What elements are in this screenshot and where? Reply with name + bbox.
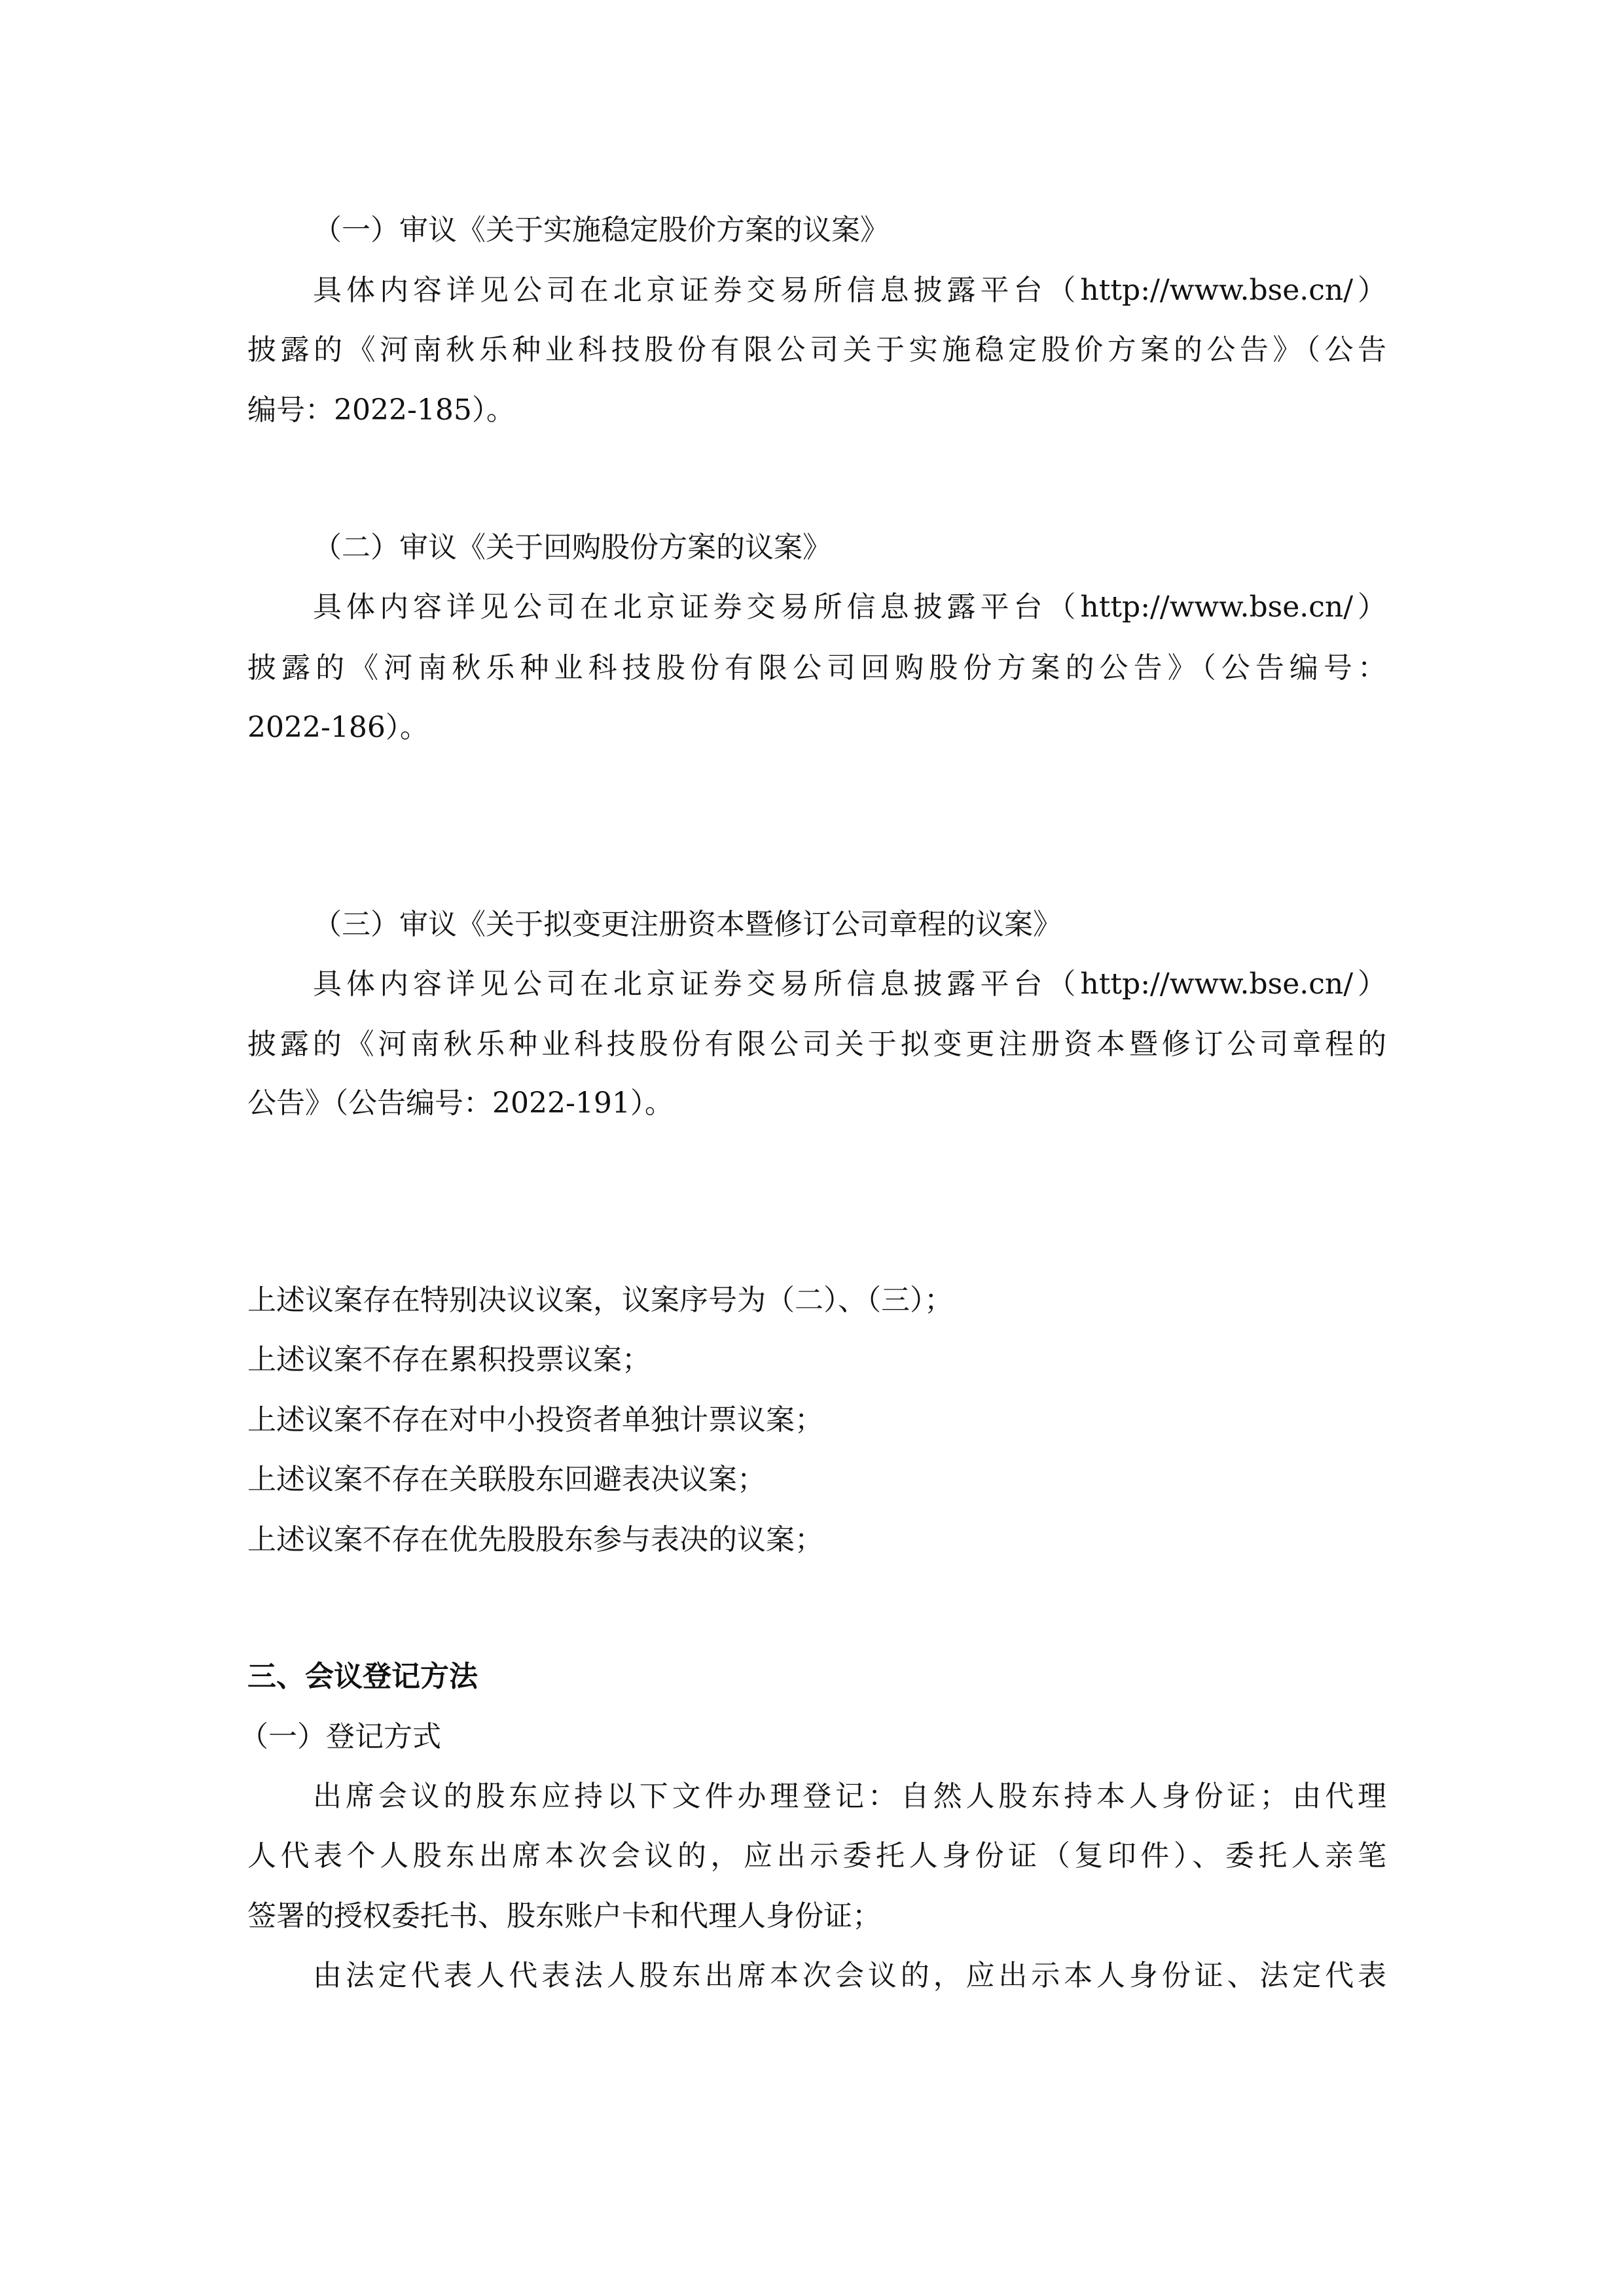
proposal-2-detail-line-3: 2022-186）。: [247, 711, 429, 744]
proposal-2-title: （二）审议《关于回购股份方案的议案》: [313, 531, 831, 564]
proposal-3-title: （三）审议《关于拟变更注册资本暨修订公司章程的议案》: [313, 908, 1062, 941]
note-line: 上述议案不存在累积投票议案；: [247, 1343, 651, 1376]
proposal-1-detail-line-2: 披露的《河南秋乐种业科技股份有限公司关于实施稳定股价方案的公告》（公告: [247, 333, 1386, 367]
registration-para-2-line-1: 由法定代表人代表法人股东出席本次会议的，应出示本人身份证、法定代表: [313, 1959, 1386, 1992]
note-line: 上述议案存在特别决议议案，议案序号为（二）、（三）；: [247, 1283, 953, 1317]
proposal-3-detail-line-2: 披露的《河南秋乐种业科技股份有限公司关于拟变更注册资本暨修订公司章程的: [247, 1028, 1386, 1061]
note-line: 上述议案不存在对中小投资者单独计票议案；: [247, 1403, 823, 1437]
proposal-2-detail-line-1: 具体内容详见公司在北京证券交易所信息披露平台（http://www.bse.cn/）: [313, 590, 1386, 624]
subsection-heading: （一）登记方式: [240, 1720, 441, 1753]
proposal-1-detail-line-1: 具体内容详见公司在北京证券交易所信息披露平台（http://www.bse.cn/）: [313, 274, 1386, 307]
registration-para-1-line-2: 人代表个人股东出席本次会议的，应出示委托人身份证（复印件）、委托人亲笔: [247, 1839, 1386, 1873]
registration-para-1-line-1: 出席会议的股东应持以下文件办理登记：自然人股东持本人身份证；由代理: [313, 1780, 1386, 1813]
note-line: 上述议案不存在关联股东回避表决议案；: [247, 1463, 766, 1496]
proposal-1-title: （一）审议《关于实施稳定股价方案的议案》: [313, 213, 889, 247]
note-line: 上述议案不存在优先股股东参与表决的议案；: [247, 1523, 823, 1556]
section-heading: 三、会议登记方法: [247, 1660, 478, 1693]
proposal-2-detail-line-2: 披露的《河南秋乐种业科技股份有限公司回购股份方案的公告》（公告编号：: [247, 651, 1386, 685]
registration-para-1-line-3: 签署的授权委托书、股东账户卡和代理人身份证；: [247, 1899, 881, 1933]
proposal-1-detail-line-3: 编号：2022-185）。: [247, 393, 515, 427]
proposal-3-detail-line-3: 公告》（公告编号：2022-191）。: [247, 1086, 674, 1120]
proposal-3-detail-line-1: 具体内容详见公司在北京证券交易所信息披露平台（http://www.bse.cn/）: [313, 967, 1386, 1001]
